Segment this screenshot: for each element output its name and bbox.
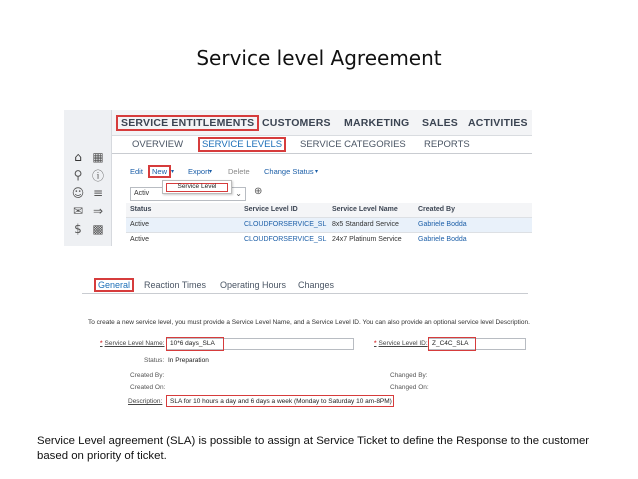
nav-activities[interactable]: ACTIVITIES: [468, 117, 528, 129]
alert-icon[interactable]: ⓘ: [91, 168, 104, 183]
home-icon[interactable]: ⌂: [74, 150, 82, 164]
description-field[interactable]: [166, 395, 394, 407]
row-status: Active: [130, 236, 150, 243]
description-label: Description:: [128, 398, 163, 405]
detail-tabs: [82, 274, 528, 294]
required-marker: *: [374, 340, 377, 347]
nav-sales[interactable]: SALES: [422, 117, 459, 129]
table-header: [126, 203, 532, 218]
form-intro-text: To create a new service level, you must provide a Service Level Name, and a Service Level ID. You can also provide an optional service level Description.: [88, 319, 530, 326]
created-on-label: Created On:: [130, 384, 166, 391]
changed-on-label: Changed On:: [390, 384, 429, 391]
column-header-service-level-id[interactable]: Service Level ID: [244, 206, 298, 213]
nav-customers[interactable]: CUSTOMERS: [262, 117, 331, 129]
row-service-level-name: 24x7 Platinum Service: [332, 236, 402, 243]
status-label: Status:: [144, 357, 165, 364]
edit-button[interactable]: Edit: [130, 167, 143, 176]
side-icon-bar: [64, 110, 112, 246]
service-level-id-value: Z_C4C_SLA: [432, 340, 469, 347]
service-level-detail-screenshot: [82, 274, 528, 414]
chart-icon[interactable]: ▩: [92, 222, 104, 236]
user-icon[interactable]: ☺: [71, 186, 85, 200]
transfer-icon[interactable]: ⇒: [92, 204, 104, 218]
service-level-name-label: [100, 340, 165, 347]
tab-operating-hours[interactable]: Operating Hours: [220, 280, 287, 290]
search-icon[interactable]: ⚲: [73, 168, 83, 182]
chevron-down-icon: ⌄: [235, 189, 242, 198]
service-levels-table: [126, 203, 532, 246]
calendar-icon[interactable]: ▦: [92, 150, 104, 164]
table-row[interactable]: [126, 218, 532, 233]
tab-changes[interactable]: Changes: [298, 280, 335, 290]
new-dropdown-caret-icon[interactable]: ▾: [171, 169, 175, 175]
main-nav: [112, 110, 532, 136]
row-service-level-name: 8x5 Standard Service: [332, 221, 399, 228]
slide-caption: Service Level agreement (SLA) is possible to assign at Service Ticket to define the Response to the customer based on priority of ticket.: [37, 435, 590, 462]
row-status: Active: [130, 221, 150, 228]
sub-nav: [112, 136, 532, 154]
service-level-name-value: 10*6 days_SLA: [170, 340, 215, 347]
nav-service-entitlements[interactable]: SERVICE ENTITLEMENTS: [116, 115, 259, 131]
created-by-label: Created By:: [130, 372, 165, 379]
description-value: SLA for 10 hours a day and 6 days a week (Monday to Saturday 10 am-8PM): [170, 398, 392, 405]
tab-service-categories[interactable]: SERVICE CATEGORIES: [300, 139, 406, 150]
column-header-created-by[interactable]: Created By: [418, 206, 455, 213]
tab-reaction-times[interactable]: Reaction Times: [144, 280, 207, 290]
list-icon[interactable]: ≡: [92, 186, 104, 200]
row-service-level-id[interactable]: CLOUDFORSERVICE_SL: [244, 236, 327, 243]
nav-marketing[interactable]: MARKETING: [344, 117, 410, 129]
column-header-service-level-name[interactable]: Service Level Name: [332, 206, 398, 213]
export-caret-icon[interactable]: ▾: [209, 169, 213, 175]
row-service-level-id[interactable]: CLOUDFORSERVICE_SL: [244, 221, 327, 228]
tab-general[interactable]: General: [94, 278, 134, 292]
table-row[interactable]: [126, 233, 532, 246]
list-toolbar: [112, 165, 532, 179]
dollar-icon[interactable]: $: [74, 222, 82, 236]
service-levels-screenshot: [64, 110, 532, 246]
new-button[interactable]: New: [148, 165, 171, 178]
menu-item-service-level[interactable]: Service Level: [166, 183, 228, 192]
service-level-id-label: [374, 340, 428, 347]
status-value: In Preparation: [168, 357, 209, 364]
column-header-status[interactable]: Status: [130, 206, 152, 213]
change-status-caret-icon[interactable]: ▾: [315, 169, 319, 175]
new-dropdown-menu: [162, 180, 232, 194]
changed-by-label: Changed By:: [390, 372, 428, 379]
row-created-by[interactable]: Gabriele Bodda: [418, 236, 467, 243]
required-marker: *: [100, 340, 103, 347]
change-status-button[interactable]: Change Status: [264, 167, 314, 176]
status-filter-value: Activ: [134, 190, 150, 197]
zoom-search-icon[interactable]: ⊕: [254, 186, 263, 197]
tab-service-levels[interactable]: SERVICE LEVELS: [198, 137, 286, 152]
tab-reports[interactable]: REPORTS: [424, 139, 470, 150]
mail-icon[interactable]: ✉: [72, 204, 84, 218]
delete-button[interactable]: Delete: [228, 167, 250, 176]
export-button[interactable]: Export: [188, 167, 210, 176]
tab-overview[interactable]: OVERVIEW: [132, 139, 184, 150]
service-level-name-label-text: Service Level Name:: [104, 340, 165, 347]
row-created-by[interactable]: Gabriele Bodda: [418, 221, 467, 228]
slide-title: Service level Agreement: [196, 46, 442, 70]
service-level-id-label-text: Service Level ID:: [378, 340, 428, 347]
